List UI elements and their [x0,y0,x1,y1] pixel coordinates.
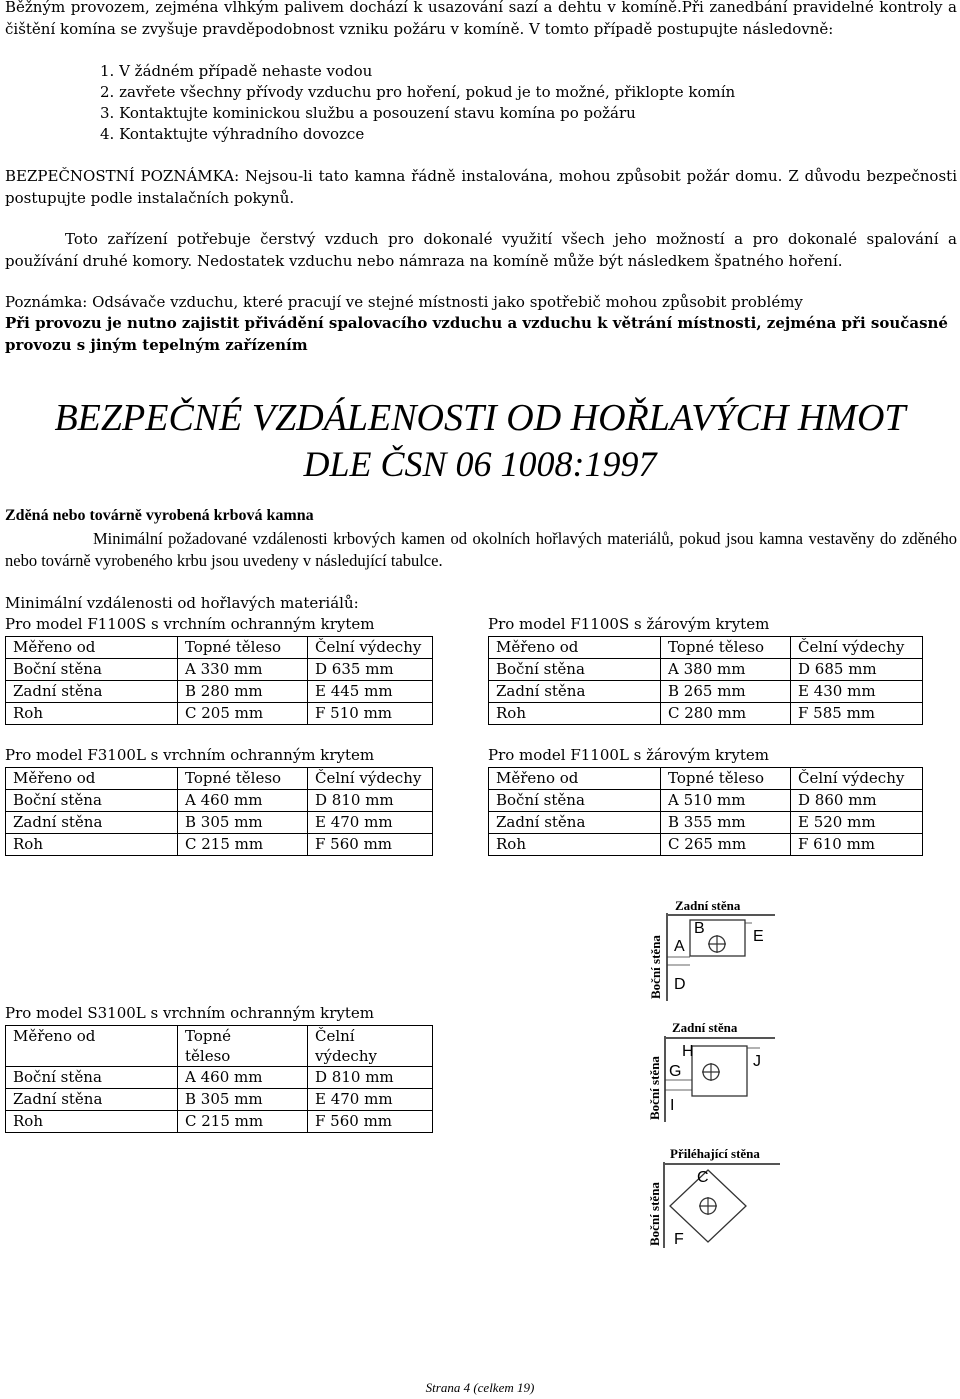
table-header-row [6,1026,433,1067]
table-caption: Pro model S3100L s vrchním ochranným krytem [5,1004,375,1022]
distance-table-f1100s-top [5,636,433,725]
table-cell: B 355 mm [661,812,791,834]
distance-table-f1100l-fire [488,767,923,856]
distance-table-f3100l-top [5,767,433,856]
table-cell: D 860 mm [791,790,923,812]
table-cell: A 330 mm [178,659,308,681]
diagram-letter: H [682,1043,694,1060]
table-cell: Zadní stěna [6,1089,178,1111]
table-header-row [6,768,433,790]
table-row [6,1089,433,1111]
table-cell: Roh [6,1111,178,1133]
table-cell: E 470 mm [308,1089,433,1111]
bold-operation-note: Při provozu je nutno zajistit přivádění spalovacího vzduchu a vzduchu k větrání místnosti, zejména při současné provozu s jiným tepelným zařízením [5,314,948,354]
min-distance-label: Minimální vzdálenosti od hořlavých materiálů: [5,594,359,612]
diagram-letter: B [694,920,705,937]
diagram-top-label: Přiléhající stěna [670,1146,760,1161]
table-cell: D 810 mm [308,790,433,812]
table-cell: B 305 mm [178,812,308,834]
table-cell: Čelní výdechy [791,637,923,659]
table-row [489,834,923,856]
table-cell: E 470 mm [308,812,433,834]
table-cell: Měřeno od [6,1026,178,1067]
air-note: Toto zařízení potřebuje čerstvý vzduch pro dokonalé využití všech jeho možností a pro dokonalé spalování a používání druhé komory. Nedostatek vzduchu nebo námraza na komíně může být následkem špatného hoření. [5,230,957,270]
diagram-letter: E [753,928,764,945]
step-item: 1. V žádném případě nehaste vodou [100,62,373,80]
table-row [6,834,433,856]
table-cell: D 685 mm [791,659,923,681]
table-cell: Boční stěna [6,659,178,681]
table-cell: F 560 mm [308,834,433,856]
table-row [6,681,433,703]
table-caption: Pro model F1100S s vrchním ochranným krytem [5,615,375,633]
diagram-letter: D [674,976,686,993]
corner-diagram [640,1140,790,1252]
table-cell: F 560 mm [308,1111,433,1133]
table-cell: F 510 mm [308,703,433,725]
table-cell: A 460 mm [178,790,308,812]
table-cell: C 265 mm [661,834,791,856]
table-row [489,812,923,834]
section-title: Zděná nebo továrně vyrobená krbová kamna [5,507,314,524]
page-subheading: DLE ČSN 06 1008:1997 [303,444,657,484]
table-row [489,659,923,681]
table-cell: B 305 mm [178,1089,308,1111]
table-cell: E 430 mm [791,681,923,703]
table-header-row [489,637,923,659]
table-cell: Měřeno od [6,637,178,659]
table-cell: F 610 mm [791,834,923,856]
table-cell: B 280 mm [178,681,308,703]
table-row [6,790,433,812]
table-row [6,659,433,681]
step-item: 4. Kontaktujte výhradního dovozce [100,125,365,143]
table-cell: Čelní výdechy [308,1026,433,1067]
flue-cross [708,935,726,953]
table-cell: D 810 mm [308,1067,433,1089]
safety-note: BEZPEČNOSTNÍ POZNÁMKA: Nejsou-li tato kamna řádně instalována, mohou způsobit požár domu. Z důvodu bezpečnosti postupujte podle instalačních pokynů. [5,167,957,207]
table-cell: A 380 mm [661,659,791,681]
table-cell: Topné těleso [178,1026,308,1067]
table-header-row [6,637,433,659]
table-cell: Topné těleso [178,637,308,659]
step-item: 2. zavřete všechny přívody vzduchu pro hoření, pokud je to možné, přiklopte komín [100,83,736,101]
table-cell: C 215 mm [178,834,308,856]
table-cell: A 460 mm [178,1067,308,1089]
table-cell: Čelní výdechy [308,768,433,790]
table-cell: Zadní stěna [6,812,178,834]
table-cell: Zadní stěna [489,812,661,834]
back-wall-diagram [640,893,790,1005]
table-row [489,790,923,812]
table-cell: C 280 mm [661,703,791,725]
diagram-letter: F [674,1231,684,1248]
table-cell: C 215 mm [178,1111,308,1133]
diagram-top-label: Zadní stěna [672,1020,738,1035]
page-heading: BEZPEČNÉ VZDÁLENOSTI OD HOŘLAVÝCH HMOT [54,397,906,439]
diagram-side-label: Boční stěna [648,935,663,999]
table-cell: F 585 mm [791,703,923,725]
table-row [489,681,923,703]
diagram-letter: G [669,1063,682,1080]
table-cell: Boční stěna [489,790,661,812]
table-row [6,703,433,725]
distance-table-f1100s-fire [488,636,923,725]
table-row [489,703,923,725]
flue-cross [699,1197,717,1215]
table-cell: Boční stěna [6,1067,178,1089]
table-cell: C 205 mm [178,703,308,725]
table-cell: Boční stěna [6,790,178,812]
table-cell: Roh [489,703,661,725]
table-caption: Pro model F1100S s žárovým krytem [488,615,770,633]
page-footer: Strana 4 (celkem 19) [425,1380,535,1395]
distance-table-s3100l-top [5,1025,433,1133]
flue-cross [702,1063,720,1081]
intro-paragraph: Běžným provozem, zejména vlhkým palivem dochází k usazování sazí a dehtu v komíně.Při zanedbání pravidelné kontroly a čištění komína se zvyšuje pravděpodobnost vzniku požáru v komíně. V tomto případě postupujte následovně: [5,0,957,38]
table-cell: Topné těleso [661,637,791,659]
table-cell: Roh [6,703,178,725]
table-cell: B 265 mm [661,681,791,703]
diagram-letter: I [670,1097,675,1114]
step-item: 3. Kontaktujte kominickou službu a posouzení stavu komína po požáru [100,104,636,122]
table-cell: Topné těleso [661,768,791,790]
back-wall-fire-diagram [640,1014,790,1126]
table-caption: Pro model F3100L s vrchním ochranným krytem [5,746,375,764]
diagram-letter: C [697,1169,709,1186]
table-row [6,812,433,834]
table-cell: Topné těleso [178,768,308,790]
poznamka-note: Poznámka: Odsávače vzduchu, které pracují ve stejné místnosti jako spotřebič mohou způsobit problémy [5,293,803,311]
diagram-letter: A [674,938,685,955]
table-cell: Čelní výdechy [308,637,433,659]
table-cell: Boční stěna [489,659,661,681]
diagram-side-label: Boční stěna [647,1182,662,1246]
table-row [6,1067,433,1089]
table-cell: Zadní stěna [6,681,178,703]
table-cell: Zadní stěna [489,681,661,703]
table-caption: Pro model F1100L s žárovým krytem [488,746,769,764]
section-text: Minimální požadované vzdálenosti krbových kamen od okolních hořlavých materiálů, pokud jsou kamna vestavěny do zděného nebo továrně vyrobeného krbu jsou uvedeny v následující tabulce. [5,529,957,570]
table-header-row [489,768,923,790]
table-row [6,1111,433,1133]
table-cell: Měřeno od [489,768,661,790]
table-cell: Roh [489,834,661,856]
diagram-side-label: Boční stěna [647,1056,662,1120]
table-cell: Čelní výdechy [791,768,923,790]
diagram-top-label: Zadní stěna [675,898,741,913]
table-cell: Měřeno od [489,637,661,659]
table-cell: E 520 mm [791,812,923,834]
table-cell: Měřeno od [6,768,178,790]
table-cell: A 510 mm [661,790,791,812]
table-cell: D 635 mm [308,659,433,681]
table-cell: Roh [6,834,178,856]
diagram-letter: J [753,1053,761,1070]
table-cell: E 445 mm [308,681,433,703]
